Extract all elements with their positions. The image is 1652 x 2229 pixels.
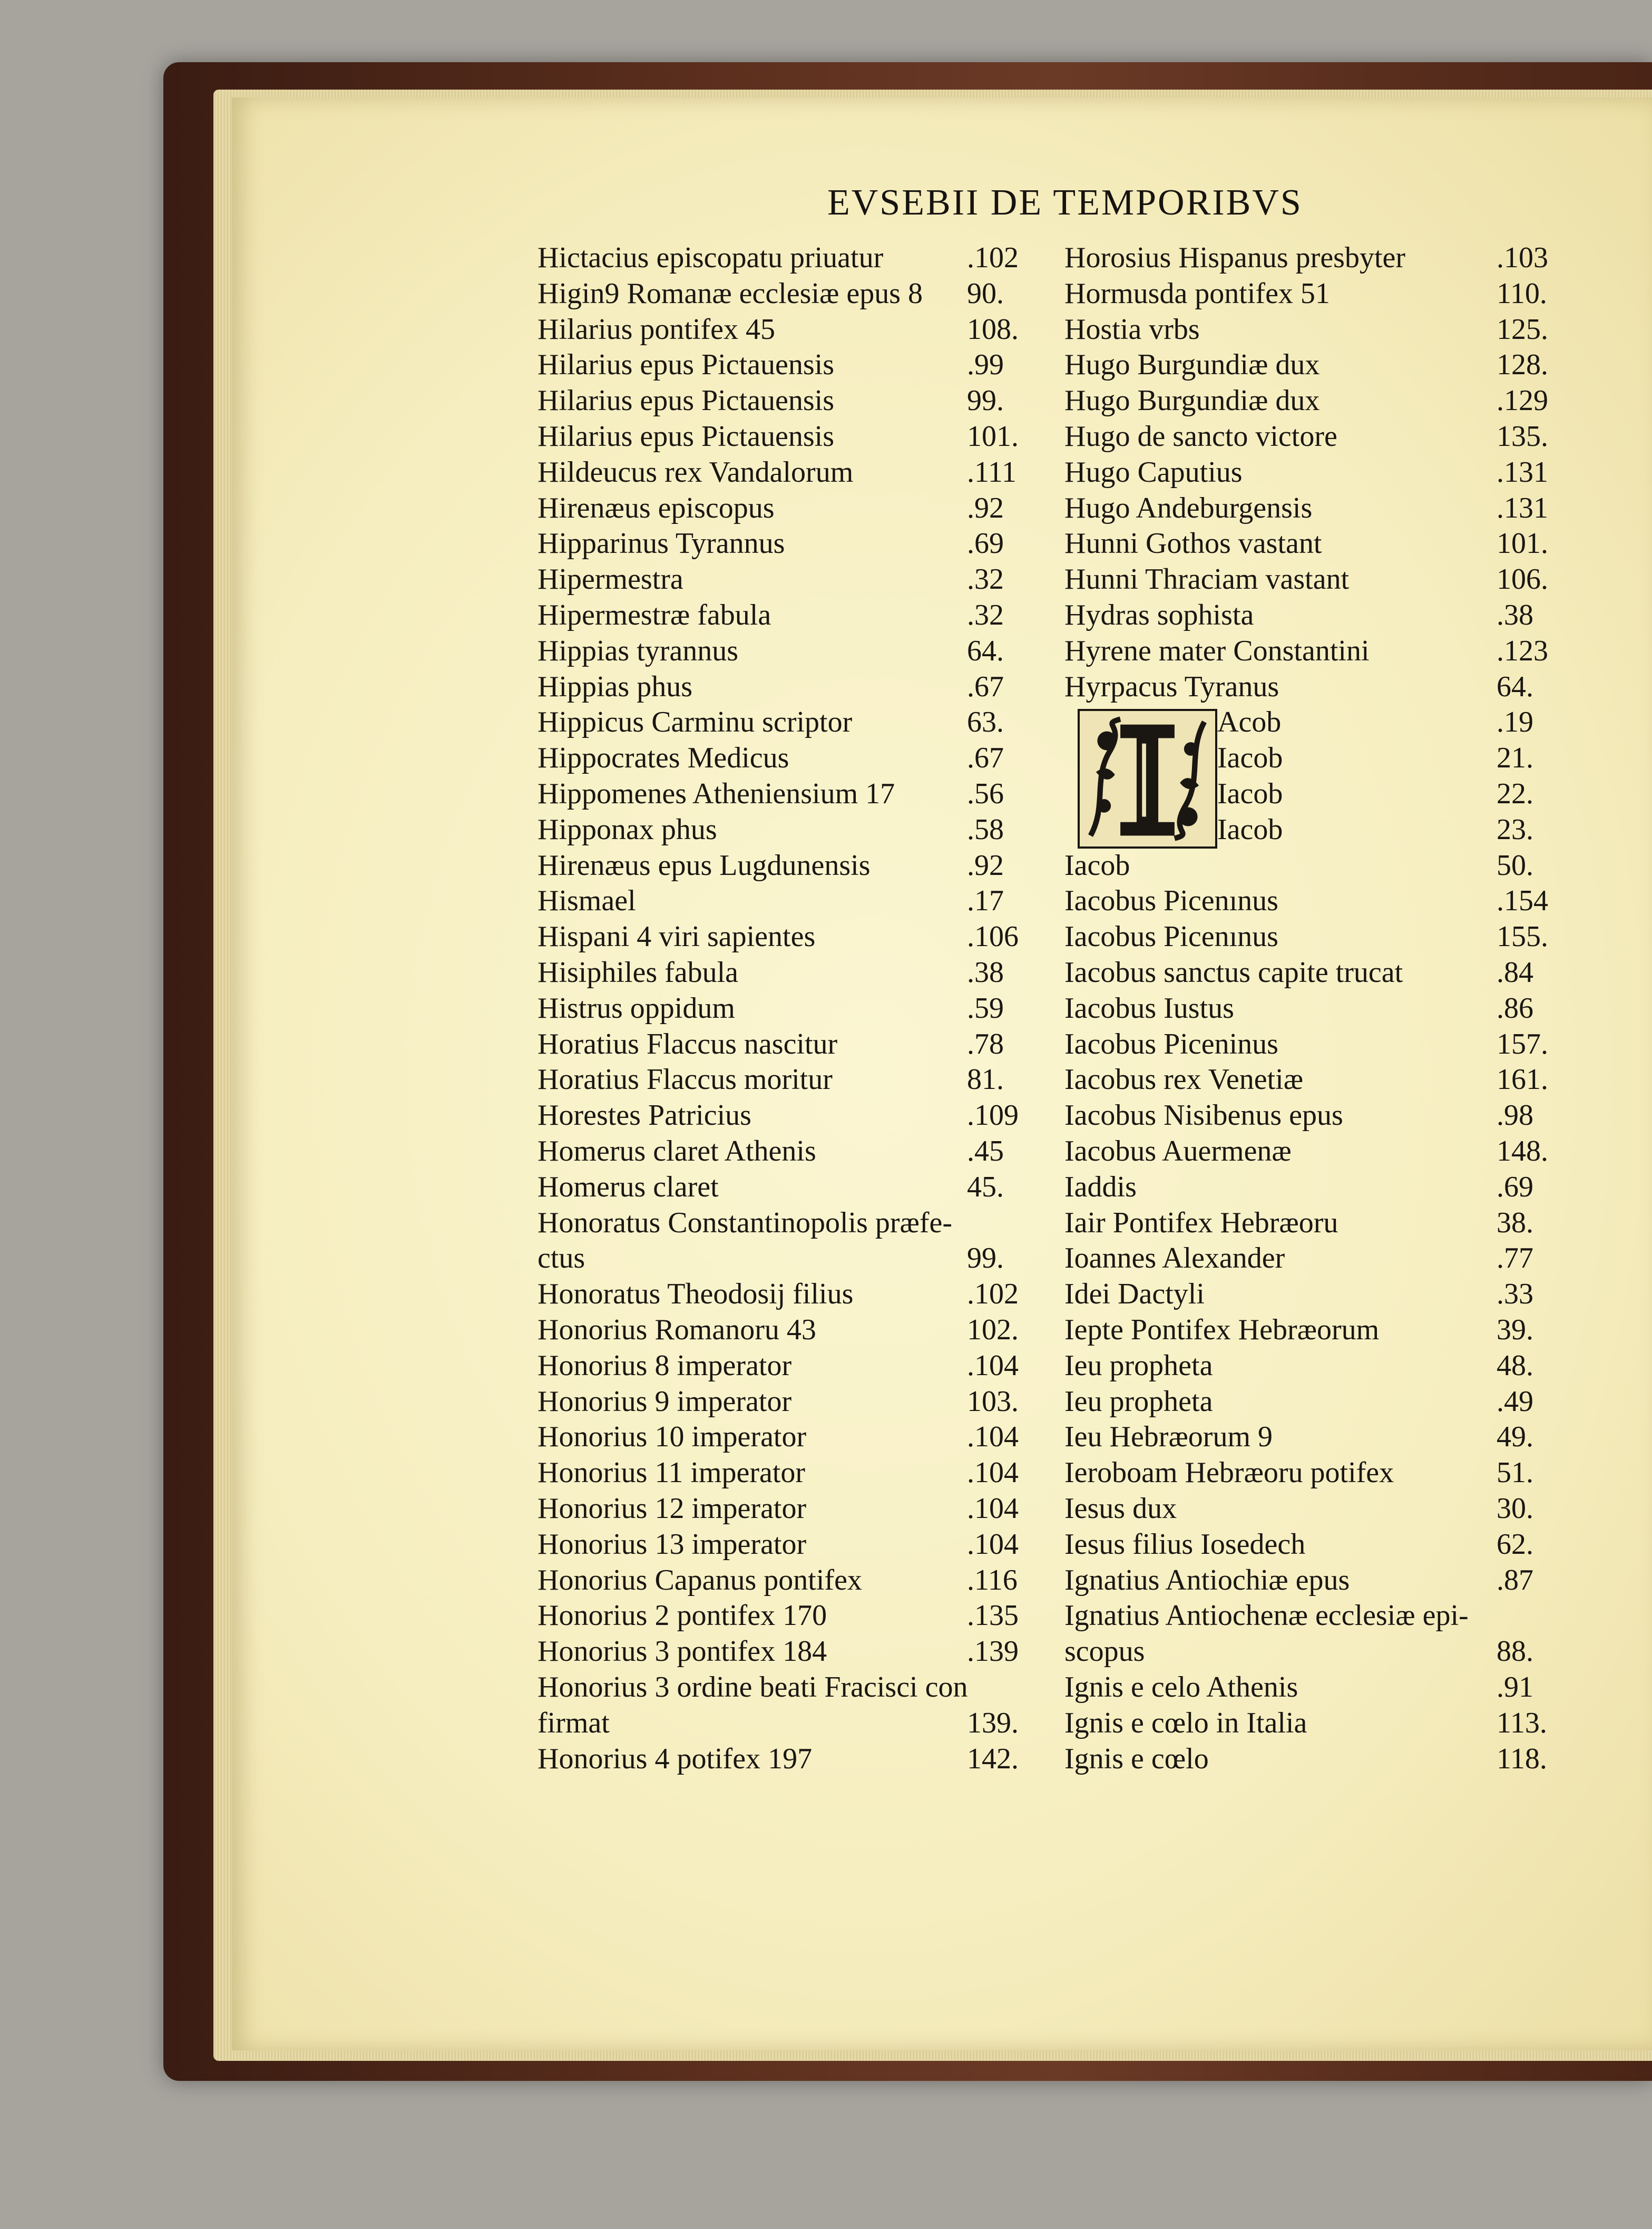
index-term: Hirenæus epus Lugdunensis [537, 849, 871, 882]
index-entry [537, 1491, 1059, 1526]
index-entry [537, 1312, 1059, 1348]
index-term: Iacobus Auermenæ [1064, 1135, 1292, 1167]
index-term: Hydras sophista [1064, 599, 1254, 631]
page-number: 62. [1497, 1527, 1533, 1561]
index-term: Ignis e cœlo [1064, 1742, 1209, 1775]
index-term: Honorius 11 imperator [537, 1456, 806, 1490]
page-number: 101. [967, 420, 1019, 453]
index-term: Ignis e celo Athenis [1064, 1671, 1298, 1704]
index-term: Hugo Burgundiæ dux [1064, 348, 1320, 382]
page-number: 45. [967, 1170, 1004, 1203]
index-entry [537, 1384, 1059, 1419]
index-entry [1064, 1062, 1548, 1097]
page-number: .49 [1497, 1385, 1533, 1418]
index-entry [1064, 597, 1539, 633]
index-entry [537, 1169, 1059, 1205]
index-term: Hugo Andeburgensis [1064, 491, 1313, 524]
page-number: 101. [1497, 527, 1548, 560]
page-number: 139. [967, 1706, 1019, 1739]
index-term: Horatius Flaccus nascitur [537, 1027, 838, 1060]
index-entry [537, 418, 1059, 454]
index-term: Honorius 3 pontifex 184 [537, 1635, 827, 1668]
page-number: 128. [1497, 348, 1548, 382]
page-number: .135 [967, 1599, 1019, 1632]
index-entry [537, 812, 1059, 848]
index-entry [1064, 1562, 1539, 1598]
index-term: Honorius 3 ordine beati Fracisci con [537, 1671, 968, 1704]
page-number: 118. [1497, 1742, 1547, 1775]
index-entry [1064, 347, 1548, 383]
index-term: Honorius 12 imperator [537, 1492, 807, 1525]
page-number: 81. [967, 1063, 1004, 1096]
index-entry [537, 740, 1059, 776]
index-entry [537, 883, 1059, 919]
index-term: Iacobus rex Venetiæ [1064, 1063, 1304, 1096]
index-entry [537, 1633, 1059, 1669]
index-term: Ieroboam Hebræoru potifex [1064, 1456, 1394, 1490]
page-number: 99. [967, 384, 1004, 417]
page-number: 102. [967, 1313, 1019, 1346]
index-term: Hilarius epus Pictauensis [537, 420, 835, 453]
page-number: .84 [1497, 956, 1533, 989]
index-term: Ioannes Alexander [1064, 1242, 1285, 1275]
index-term: Hipponax phus [537, 813, 717, 846]
index-term: Hippicus Carminu scriptor [537, 706, 853, 739]
index-term: Iaddis [1064, 1170, 1137, 1203]
index-term: Ignatius Antiochenæ ecclesiæ epi- [1064, 1599, 1469, 1632]
page-number: .116 [967, 1563, 1018, 1597]
index-term: Ieu Hebræorum 9 [1064, 1420, 1273, 1454]
index-entry [1064, 1419, 1539, 1455]
page-number: 99. [967, 1242, 1004, 1275]
index-entry [537, 597, 1059, 633]
index-term: Ignatius Antiochiæ epus [1064, 1563, 1350, 1597]
page-number: 103. [967, 1385, 1019, 1418]
page-number: 48. [1497, 1349, 1533, 1382]
page-number: .78 [967, 1027, 1004, 1060]
index-entry [537, 704, 1059, 740]
index-term: Hismael [537, 884, 636, 918]
index-entry [1064, 1705, 1547, 1741]
page-number: 148. [1497, 1135, 1548, 1167]
page-number: 157. [1497, 1027, 1548, 1060]
page-number: .33 [1497, 1278, 1533, 1311]
index-term: Iacobus Piceninus [1064, 1027, 1278, 1060]
index-entry [1064, 418, 1548, 454]
index-term: Horosius Hispanus presbyter [1064, 241, 1406, 274]
page-number: .58 [967, 813, 1004, 846]
index-term: Hirenæus episcopus [537, 491, 775, 524]
page-number: .91 [1497, 1671, 1533, 1704]
index-entry [1064, 490, 1548, 526]
index-term: Honorius Capanus pontifex [537, 1563, 862, 1597]
page-number: .17 [967, 884, 1004, 918]
index-entry [537, 955, 1059, 990]
index-term: Homerus claret [537, 1170, 719, 1203]
index-entry [1064, 1526, 1539, 1562]
index-entry [1064, 1312, 1539, 1348]
page-number: 39. [1497, 1313, 1533, 1346]
index-term: Hunni Thraciam vastant [1064, 563, 1350, 596]
index-term: firmat [537, 1706, 610, 1739]
page-number: 161. [1497, 1063, 1548, 1096]
index-term: Iesus filius Iosedech [1064, 1527, 1306, 1561]
index-term: Iacobus Picenınus [1064, 884, 1278, 918]
index-entry [537, 848, 1059, 883]
index-term: Iacobus Iustus [1064, 991, 1234, 1025]
page-number: 108. [967, 313, 1019, 346]
index-term: Homerus claret Athenis [537, 1135, 816, 1167]
index-term: Horatius Flaccus moritur [537, 1063, 833, 1096]
index-entry [537, 1240, 1059, 1276]
index-term: Ieu propheta [1064, 1385, 1213, 1418]
index-entry [537, 1348, 1059, 1384]
index-entry [1064, 1348, 1539, 1384]
page-number: 110. [1497, 277, 1547, 310]
page-number: 50. [1497, 849, 1533, 882]
index-term: Ignis e cœlo in Italia [1064, 1706, 1307, 1739]
index-term: Hilarius epus Pictauensis [537, 384, 835, 417]
index-entry [1064, 1205, 1539, 1241]
index-entry [1064, 1133, 1548, 1169]
index-entry [1064, 1169, 1539, 1205]
page-number: .102 [967, 1278, 1019, 1311]
index-term: Hildeucus rex Vandalorum [537, 455, 854, 489]
index-entry [537, 1097, 1059, 1133]
page-number: .131 [1497, 455, 1548, 489]
index-term: Iacobus Nisibenus epus [1064, 1099, 1343, 1132]
page-number: 88. [1497, 1635, 1533, 1668]
index-term: Hipermestra [537, 563, 683, 596]
index-term: Higin9 Romanæ ecclesiæ epus 8 [537, 277, 923, 310]
index-term: Iacobus Picenınus [1064, 920, 1278, 953]
page-number: .38 [1497, 599, 1533, 631]
index-entry [537, 276, 1059, 312]
index-entry [537, 776, 1059, 812]
index-term: Honorius 8 imperator [537, 1349, 792, 1382]
index-entry [537, 633, 1059, 669]
index-term: Iacob [1064, 849, 1130, 882]
index-term: Iacobus sanctus capite trucat [1064, 956, 1403, 989]
index-term: Hilarius epus Pictauensis [537, 348, 835, 382]
page-number: .104 [967, 1456, 1019, 1490]
page-number: .103 [1497, 241, 1548, 274]
index-entry [537, 990, 1059, 1026]
index-entry [1064, 1097, 1539, 1133]
index-entry [537, 1669, 1059, 1705]
index-entry [537, 347, 1059, 383]
page-number: .67 [967, 742, 1004, 775]
index-entry [1064, 525, 1548, 561]
index-entry [1064, 1276, 1539, 1312]
index-term: Hippocrates Medicus [537, 742, 789, 775]
index-entry [1064, 1384, 1539, 1419]
index-term: Horestes Patricius [537, 1099, 751, 1132]
page-number: .109 [967, 1099, 1019, 1132]
index-entry [537, 1276, 1059, 1312]
index-entry [1064, 276, 1547, 312]
index-entry [537, 919, 1059, 955]
index-term: Hyrene mater Constantini [1064, 634, 1370, 667]
index-term: Hormusda pontifex 51 [1064, 277, 1330, 310]
index-entry [1064, 990, 1539, 1026]
page-number: .32 [967, 599, 1004, 631]
page-number: 22. [1497, 777, 1533, 810]
index-entry [1064, 1669, 1539, 1705]
index-term: Honorius 13 imperator [537, 1527, 807, 1561]
index-term: Hugo de sancto victore [1064, 420, 1337, 453]
index-entry [537, 561, 1059, 597]
index-term: Idei Dactyli [1064, 1278, 1205, 1311]
index-entry [537, 1205, 1059, 1241]
index-entry [1064, 955, 1539, 990]
index-term: Hispani 4 viri sapientes [537, 920, 816, 953]
index-term: Iacob [1217, 742, 1283, 775]
page-number: .92 [967, 849, 1004, 882]
index-term: Hippomenes Atheniensium 17 [537, 777, 895, 810]
index-entry [537, 669, 1059, 705]
index-entry [1064, 1633, 1539, 1669]
page-number: 142. [967, 1742, 1019, 1775]
index-term: Hugo Caputius [1064, 455, 1243, 489]
page-number: 64. [967, 634, 1004, 667]
index-term: Hisiphiles fabula [537, 956, 739, 989]
index-entry [537, 525, 1059, 561]
page-number: .86 [1497, 991, 1533, 1025]
index-entry [537, 1705, 1059, 1741]
index-term: Iair Pontifex Hebræoru [1064, 1206, 1338, 1239]
index-entry [537, 1741, 1059, 1777]
page-number: .104 [967, 1420, 1019, 1454]
page-number: .102 [967, 241, 1019, 274]
page-number: 63. [967, 706, 1004, 739]
page-number: .111 [967, 455, 1016, 489]
index-term: Hugo Burgundiæ dux [1064, 384, 1320, 417]
index-term: Hipparinus Tyrannus [537, 527, 785, 560]
page-number: .154 [1497, 884, 1548, 918]
page-number: 23. [1497, 813, 1533, 846]
index-entry [1064, 883, 1548, 919]
page-number: .32 [967, 563, 1004, 596]
index-entry [537, 312, 1059, 347]
page-number: .123 [1497, 634, 1548, 667]
page-number: .38 [967, 956, 1004, 989]
index-entry [1064, 776, 1539, 812]
index-entry [537, 383, 1059, 418]
index-term: Hunni Gothos vastant [1064, 527, 1322, 560]
page-number: 135. [1497, 420, 1548, 453]
index-entry [537, 240, 1059, 276]
index-entry [1064, 561, 1548, 597]
index-term: Acob [1217, 706, 1282, 739]
index-term: Iacob [1217, 777, 1283, 810]
index-entry [537, 1133, 1059, 1169]
page-number: .19 [1497, 706, 1533, 739]
index-term: ctus [537, 1242, 585, 1275]
page-number: .87 [1497, 1563, 1533, 1597]
index-term: Ieu propheta [1064, 1349, 1213, 1382]
index-entry [1064, 1741, 1547, 1777]
index-entry [537, 454, 1059, 490]
index-entry [537, 1062, 1059, 1097]
running-head: EVSEBII DE TEMPORIBVS [827, 182, 1303, 223]
page-number: .104 [967, 1527, 1019, 1561]
index-entry [1064, 312, 1548, 347]
index-term: Honorius Romanoru 43 [537, 1313, 816, 1346]
page-number: .104 [967, 1349, 1019, 1382]
index-entry [537, 1026, 1059, 1062]
index-entry [1064, 1026, 1548, 1062]
index-entry [537, 1562, 1059, 1598]
index-term: Hostia vrbs [1064, 313, 1200, 346]
index-term: Iepte Pontifex Hebræorum [1064, 1313, 1380, 1346]
page-number: 90. [967, 277, 1004, 310]
page-number: .77 [1497, 1242, 1533, 1275]
page-number: .99 [967, 348, 1004, 382]
index-term: Hippias tyrannus [537, 634, 739, 667]
page-number: .92 [967, 491, 1004, 524]
index-entry [1064, 1598, 1539, 1633]
page-number: .104 [967, 1492, 1019, 1525]
index-entry [1064, 1240, 1539, 1276]
page-number: 49. [1497, 1420, 1533, 1454]
page-number: .106 [967, 920, 1019, 953]
index-term: Hictacius episcopatu priuatur [537, 241, 884, 274]
index-term: Honorius 4 potifex 197 [537, 1742, 813, 1775]
index-entry [1064, 669, 1539, 705]
page-number: .67 [967, 670, 1004, 703]
index-entry [537, 490, 1059, 526]
page-number: .139 [967, 1635, 1019, 1668]
page-number: .129 [1497, 384, 1548, 417]
index-entry [1064, 633, 1548, 669]
page-number: .98 [1497, 1099, 1533, 1132]
index-term: Honoratus Constantinopolis præfe- [537, 1206, 953, 1239]
index-term: Honoratus Theodosij filius [537, 1278, 854, 1311]
index-entry [537, 1419, 1059, 1455]
index-term: Iesus dux [1064, 1492, 1177, 1525]
index-entry [1064, 919, 1548, 955]
page-number: 106. [1497, 563, 1548, 596]
page-number: .131 [1497, 491, 1548, 524]
index-entry [1064, 740, 1539, 776]
page-number: 30. [1497, 1492, 1533, 1525]
page-number: 38. [1497, 1206, 1533, 1239]
index-term: Honorius 2 pontifex 170 [537, 1599, 827, 1632]
index-term: Hipermestræ fabula [537, 599, 771, 631]
index-entry [1064, 454, 1548, 490]
page-number: .69 [967, 527, 1004, 560]
page-number: 113. [1497, 1706, 1547, 1739]
index-entry [1064, 704, 1539, 740]
page-number: 21. [1497, 742, 1533, 775]
page-number: .59 [967, 991, 1004, 1025]
index-entry [1064, 383, 1548, 418]
index-term: Honorius 10 imperator [537, 1420, 807, 1454]
index-term: Honorius 9 imperator [537, 1385, 792, 1418]
index-term: Hilarius pontifex 45 [537, 313, 776, 346]
index-entry [1064, 848, 1539, 883]
index-term: Iacob [1217, 813, 1283, 846]
index-term: Histrus oppidum [537, 991, 735, 1025]
page-number: .45 [967, 1135, 1004, 1167]
page-number: .69 [1497, 1170, 1533, 1203]
index-entry [537, 1526, 1059, 1562]
index-entry [1064, 812, 1539, 848]
index-entry [537, 1455, 1059, 1491]
index-entry [1064, 1491, 1539, 1526]
index-term: Hyrpacus Tyranus [1064, 670, 1279, 703]
index-entry [1064, 240, 1548, 276]
page-number: 51. [1497, 1456, 1533, 1490]
page-number: .56 [967, 777, 1004, 810]
index-term: Hippias phus [537, 670, 692, 703]
index-entry [1064, 1455, 1539, 1491]
index-term: scopus [1064, 1635, 1145, 1668]
index-entry [537, 1598, 1059, 1633]
page-number: 125. [1497, 313, 1548, 346]
page-number: 155. [1497, 920, 1548, 953]
page-number: 64. [1497, 670, 1533, 703]
